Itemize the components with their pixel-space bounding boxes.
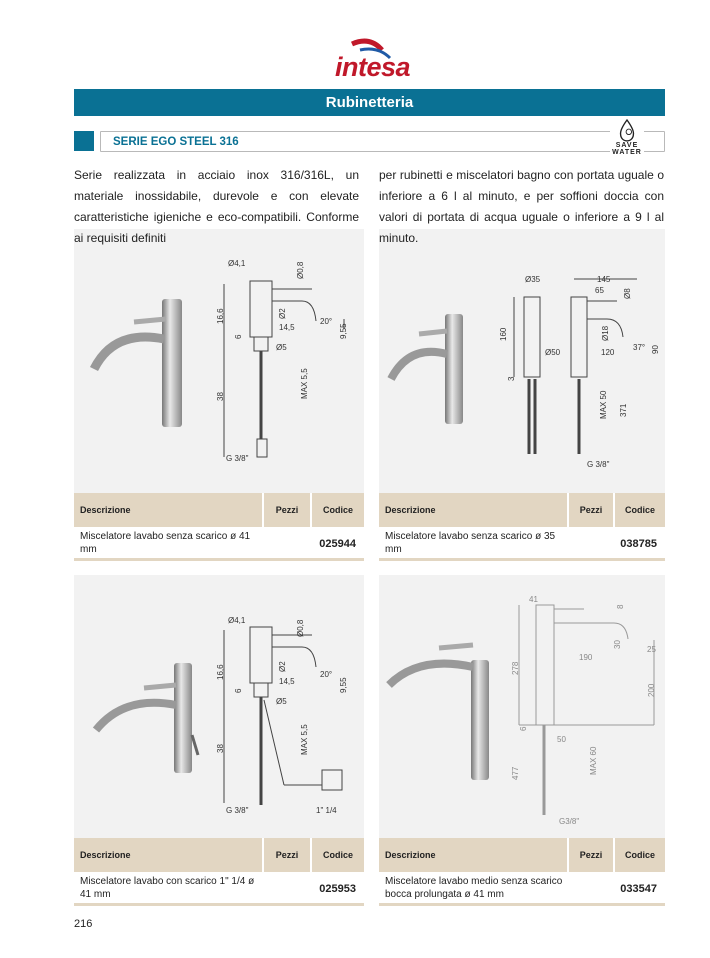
dim-label: Ø35	[525, 275, 541, 284]
save-water-badge	[610, 118, 644, 158]
dim-label: 6	[519, 726, 528, 731]
col-descrizione: Descrizione	[379, 838, 569, 872]
page-number: 216	[74, 918, 93, 930]
dim-label: MAX 50	[599, 390, 608, 419]
dim-label: 20°	[320, 317, 333, 326]
dim-label: Ø4,1	[228, 259, 246, 268]
dim-label: 37°	[633, 343, 646, 352]
table-header	[74, 838, 364, 872]
col-codice: Codice	[322, 850, 353, 860]
dim-label: 90	[651, 345, 660, 354]
dim-label: MAX 5,5	[300, 368, 309, 399]
table-header	[379, 838, 665, 872]
dim-label: 120	[601, 348, 615, 357]
dim-label: Ø4,1	[228, 616, 246, 625]
dim-label: 371	[619, 403, 628, 417]
dim-label: 25	[647, 645, 656, 654]
col-pezzi: Pezzi	[569, 493, 615, 527]
faucet-photo	[74, 575, 364, 838]
dim-label: G 3/8"	[226, 806, 249, 815]
table-header	[379, 493, 665, 527]
product-description: Miscelatore lavabo senza scarico ø 35 mm	[385, 531, 556, 555]
dim-label: 41	[529, 595, 538, 604]
product-image-038785	[379, 229, 665, 493]
section-banner: Rubinetteria	[74, 89, 665, 116]
dim-label: 50	[557, 735, 566, 744]
dim-label: 278	[511, 661, 520, 675]
col-pezzi: Pezzi	[264, 838, 312, 872]
dim-label: G 3/8"	[226, 454, 249, 463]
product-code: 025953	[319, 883, 356, 895]
dim-label: 9,55	[339, 323, 348, 339]
faucet-photo	[379, 575, 665, 838]
table-row	[74, 527, 364, 561]
product-image-025953	[74, 575, 364, 838]
dim-label: 190	[579, 653, 593, 662]
dim-label: 477	[511, 766, 520, 780]
water-label: WATER	[612, 149, 642, 156]
dim-label: G3/8"	[559, 817, 580, 826]
dim-label: 160	[499, 327, 508, 341]
product-description: Miscelatore lavabo con scarico 1" 1/4 ø 41 mm	[80, 876, 255, 900]
dim-label: 3	[507, 376, 516, 381]
dim-label: 145	[597, 275, 611, 284]
dim-label: G 3/8"	[587, 460, 610, 469]
save-label: SAVE	[615, 142, 639, 149]
col-codice: Codice	[624, 850, 655, 860]
dim-label: 20°	[320, 670, 333, 679]
table-row	[379, 872, 665, 906]
dim-label: Ø5	[276, 697, 287, 706]
dim-label: 9,55	[339, 677, 348, 693]
col-descrizione: Descrizione	[74, 493, 264, 527]
faucet-photo	[74, 229, 364, 493]
product-code: 025944	[319, 538, 356, 550]
brand-logo: intesa	[335, 52, 411, 82]
water-drop-icon	[617, 118, 637, 142]
dim-label: 1" 1/4	[316, 806, 337, 815]
dim-label: 14,5	[279, 323, 295, 332]
dim-label: 6	[234, 688, 243, 693]
dim-label: 30	[613, 640, 622, 649]
table-header	[74, 493, 364, 527]
series-title: SERIE EGO STEEL 316	[100, 131, 665, 152]
product-image-033547	[379, 575, 665, 838]
intro-left: Serie realizzata in acciaio inox 316/316L, un materiale inossidabile, durevole e con elevate caratteristiche igieniche e eco-compatibili. Conforme ai requisiti definiti	[74, 168, 359, 245]
dim-label: MAX 60	[589, 746, 598, 775]
col-pezzi: Pezzi	[569, 838, 615, 872]
col-descrizione: Descrizione	[74, 838, 264, 872]
dim-label: 8	[616, 604, 625, 609]
dim-label: Ø2	[278, 661, 287, 672]
dim-label: Ø18	[601, 325, 610, 341]
dim-label: 65	[595, 286, 604, 295]
dim-label: Ø0,8	[296, 261, 305, 279]
dim-label: 6	[234, 334, 243, 339]
dim-label: 38	[216, 744, 225, 753]
col-descrizione: Descrizione	[379, 493, 569, 527]
dim-label: 200	[647, 683, 656, 697]
product-description: Miscelatore lavabo medio senza scarico bocca prolungata ø 41 mm	[385, 876, 563, 900]
dim-label: MAX 5,5	[300, 724, 309, 755]
dim-label: Ø8	[623, 288, 632, 299]
col-codice: Codice	[624, 505, 655, 515]
dim-label: 16,6	[216, 664, 225, 680]
dim-label: 16,6	[216, 308, 225, 324]
col-pezzi: Pezzi	[264, 493, 312, 527]
product-image-025944	[74, 229, 364, 493]
col-codice: Codice	[322, 505, 353, 515]
table-row	[74, 872, 364, 906]
intro-right: per rubinetti e miscelatori bagno con portata uguale o inferiore a 6 l al minuto, e per soffioni doccia con valori di portata di acqua uguale o inferiore a 9 l al minuto.	[379, 168, 664, 245]
dim-label: 38	[216, 392, 225, 401]
dim-label: Ø2	[278, 308, 287, 319]
series-marker	[74, 131, 94, 151]
dim-label: Ø50	[545, 348, 561, 357]
product-description: Miscelatore lavabo senza scarico ø 41 mm	[80, 531, 251, 555]
faucet-photo	[379, 229, 665, 493]
product-code: 033547	[620, 883, 657, 895]
dim-label: Ø5	[276, 343, 287, 352]
dim-label: Ø0,8	[296, 619, 305, 637]
dim-label: 14,5	[279, 677, 295, 686]
table-row	[379, 527, 665, 561]
product-code: 038785	[620, 538, 657, 550]
